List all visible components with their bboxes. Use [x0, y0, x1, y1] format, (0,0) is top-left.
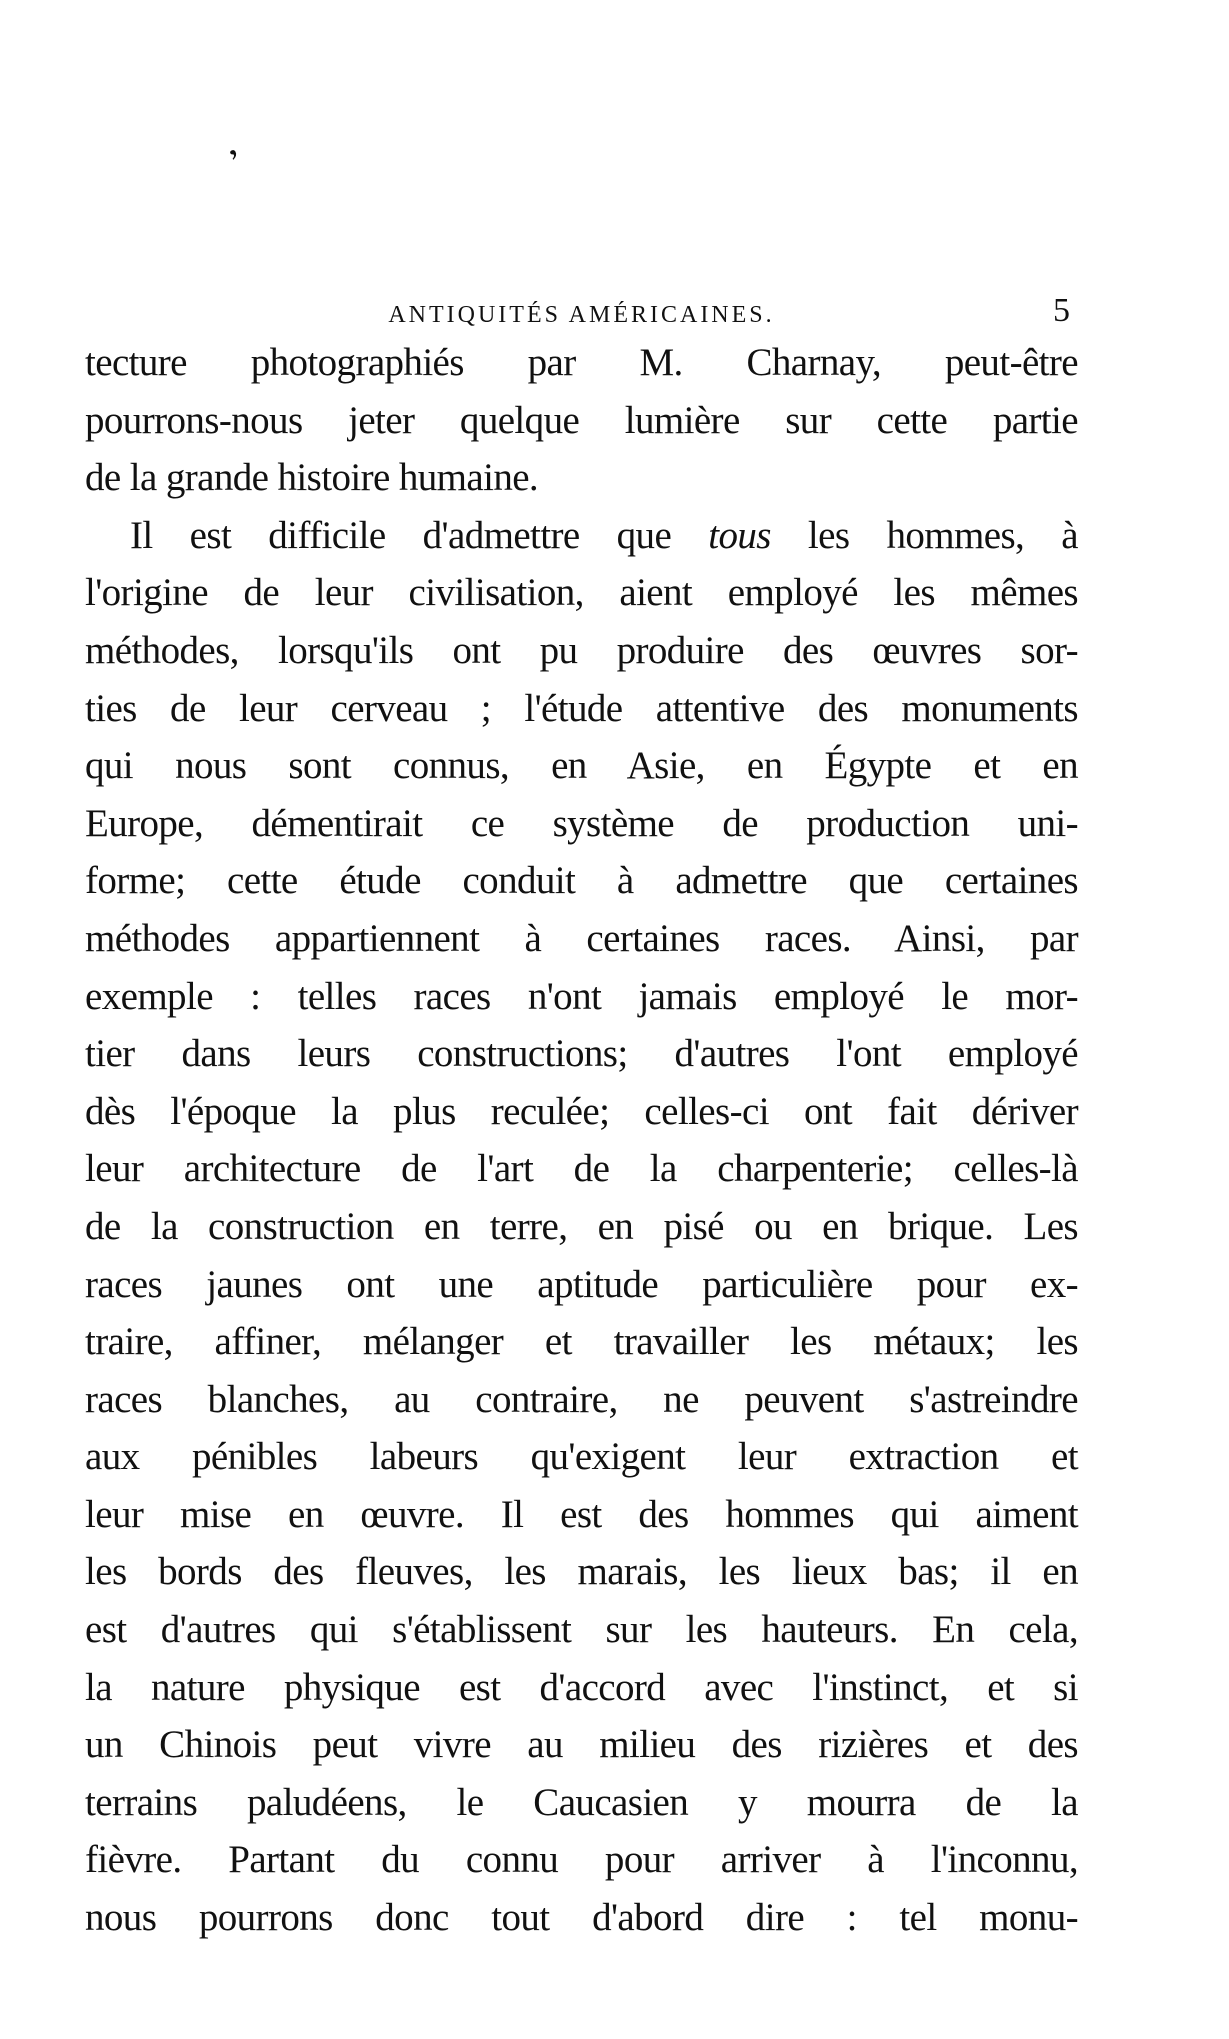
text-line: l'origine de leur civilisation, aient employé les mêmes — [85, 571, 1078, 615]
text-line: nous pourrons donc tout d'abord dire : tel monu- — [85, 1896, 1078, 1940]
text-line: les bords des fleuves, les marais, les lieux bas; il en — [85, 1550, 1078, 1594]
paragraph-first-line — [85, 507, 1078, 565]
text-line: pourrons-nous jeter quelque lumière sur cette partie — [85, 398, 1078, 442]
text-line: forme; cette étude conduit à admettre que certaines — [85, 859, 1078, 903]
page-body — [85, 334, 1078, 1947]
text-line: aux pénibles labeurs qu'exigent leur extraction et — [85, 1435, 1078, 1479]
text-line: dès l'époque la plus reculée; celles-ci ont fait dériver — [85, 1089, 1078, 1133]
text-line: exemple : telles races n'ont jamais employé le mor- — [85, 974, 1078, 1018]
text-line: qui nous sont connus, en Asie, en Égypte et en — [85, 744, 1078, 788]
text-line: traire, affiner, mélanger et travailler les métaux; les — [85, 1320, 1078, 1364]
text-line: méthodes appartiennent à certaines races. Ainsi, par — [85, 916, 1078, 960]
text-span: les hommes, à — [770, 513, 1078, 557]
text-line: la nature physique est d'accord avec l'instinct, et si — [85, 1665, 1078, 1709]
running-title: ANTIQUITÉS AMÉRICAINES. — [388, 302, 775, 328]
running-head — [85, 292, 1078, 336]
text-line: est d'autres qui s'établissent sur les hauteurs. En cela, — [85, 1608, 1078, 1652]
text-line: tier dans leurs constructions; d'autres l'ont employé — [85, 1032, 1078, 1076]
text-line: leur mise en œuvre. Il est des hommes qui aiment — [85, 1492, 1078, 1536]
text-line: ties de leur cerveau ; l'étude attentive des monuments — [85, 686, 1078, 730]
text-line: Europe, démentirait ce système de production uni- — [85, 801, 1078, 845]
text-line: de la construction en terre, en pisé ou en brique. Les — [85, 1204, 1078, 1248]
text-line: de la grande histoire humaine. — [85, 456, 539, 500]
page-number: 5 — [1053, 292, 1070, 329]
text-line: tecture photographiés par M. Charnay, peut-être — [85, 341, 1078, 384]
text-line: races jaunes ont une aptitude particulière pour ex- — [85, 1262, 1078, 1306]
italic-word: tous — [708, 513, 771, 557]
text-line: leur architecture de l'art de la charpenterie; celles-là — [85, 1147, 1078, 1191]
scan-mark: ʼ — [224, 142, 250, 177]
text-line: terrains paludéens, le Caucasien y mourra de la — [85, 1780, 1078, 1824]
text-line: races blanches, au contraire, ne peuvent s'astreindre — [85, 1377, 1078, 1421]
text-span: Il est difficile d'admettre que — [130, 513, 709, 557]
text-line: un Chinois peut vivre au milieu des rizières et des — [85, 1723, 1078, 1767]
text-line: méthodes, lorsqu'ils ont pu produire des œuvres sor- — [85, 628, 1078, 672]
text-line: fièvre. Partant du connu pour arriver à l'inconnu, — [85, 1838, 1078, 1882]
